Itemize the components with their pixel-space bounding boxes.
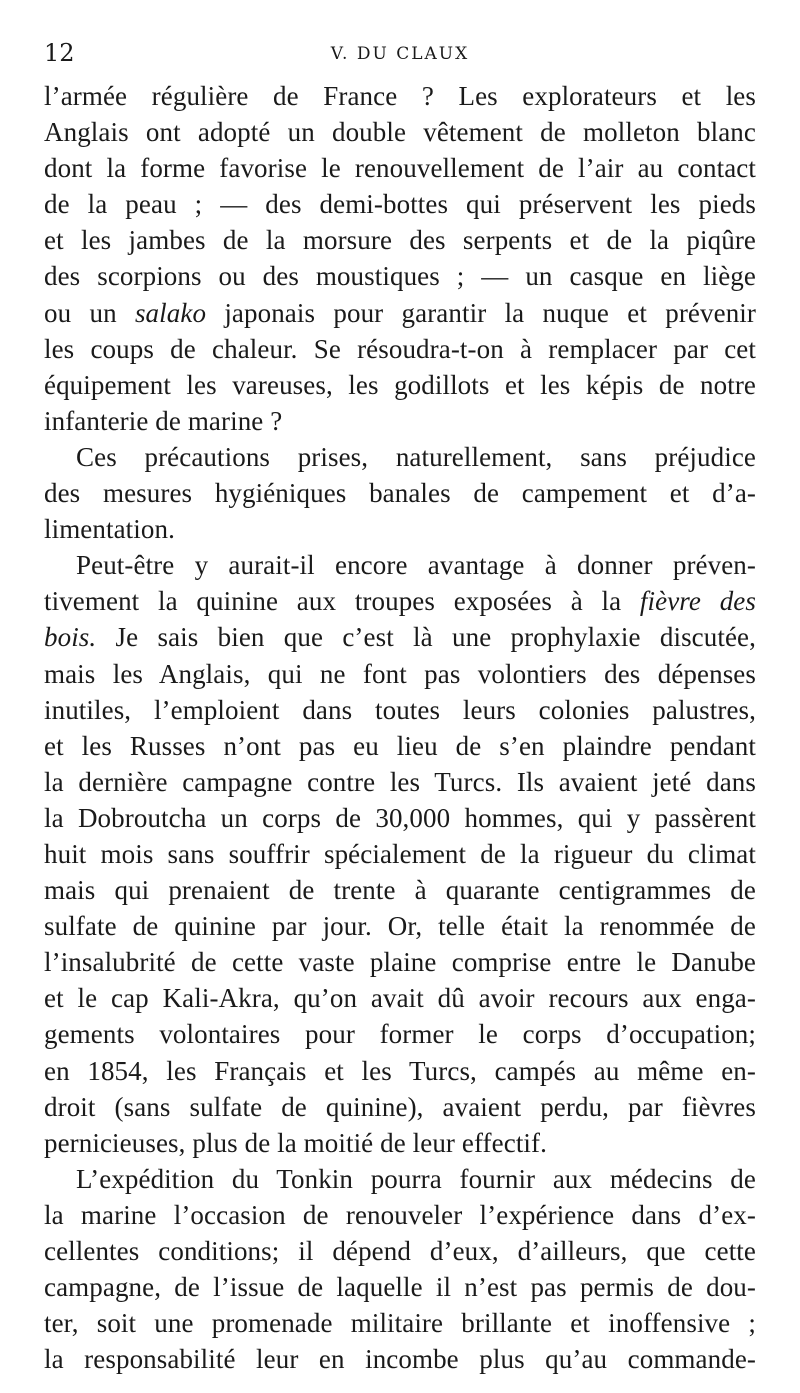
text-line: l’armée régulière de France ? Les explorateurs et les — [44, 81, 756, 111]
text-line: et le cap Kali-Akra, qu’on avait dû avoir recours aux enga- — [44, 983, 756, 1014]
body-text — [44, 78, 756, 1377]
text-line: droit (sans sulfate de quinine), avaient perdu, par fièvres — [44, 1091, 756, 1122]
text-line: mais qui prenaient de trente à quarante centigrammes de — [44, 875, 756, 906]
text-line: Ces précautions prises, naturellement, sans préjudice — [76, 441, 756, 472]
text-line: sulfate de quinine par jour. Or, telle était la renommée de — [44, 911, 756, 942]
text-line: huit mois sans souffrir spécialement de la rigueur du climat — [44, 838, 756, 869]
page-number: 12 — [44, 39, 75, 67]
running-head — [44, 38, 756, 78]
text-line: des scorpions ou des moustiques ; — un casque en liège — [44, 261, 756, 292]
text-line: limentation. — [44, 514, 175, 545]
text-line: la responsabilité leur en incombe plus qu’au commande- — [44, 1344, 756, 1375]
text-line: infanterie de marine ? — [44, 405, 283, 436]
text-line: campagne, de l’issue de laquelle il n’est pas permis de dou- — [44, 1272, 756, 1303]
text-line: cellentes conditions; il dépend d’eux, d’ailleurs, que cette — [44, 1236, 756, 1266]
text-line: de la peau ; — des demi-bottes qui préservent les pieds — [44, 189, 756, 220]
text-line: l’insalubrité de cette vaste plaine comprise entre le Danube — [44, 947, 756, 978]
text-line: gements volontaires pour former le corps d’occupation; — [44, 1019, 756, 1050]
text-line: et les Russes n’ont pas eu lieu de s’en plaindre pendant — [44, 730, 756, 761]
text-line: en 1854, les Français et les Turcs, campés au même en- — [44, 1055, 756, 1086]
text-line: mais les Anglais, qui ne font pas volontiers des dépenses — [44, 658, 756, 689]
text-line: pernicieuses, plus de la moitié de leur effectif. — [44, 1127, 547, 1158]
text-line: la Dobroutcha un corps de 30,000 hommes, qui y passèrent — [44, 802, 756, 833]
text-line: dont la forme favorise le renouvellement de l’air au contact — [44, 153, 756, 184]
text-line: ter, soit une promenade militaire brillante et inoffensive ; — [44, 1308, 756, 1339]
text-line: L’expédition du Tonkin pourra fournir aux médecins de — [76, 1163, 756, 1194]
text-line: Peut-être y aurait-il encore avantage à donner préven- — [76, 550, 756, 581]
text-line: les coups de chaleur. Se résoudra-t-on à remplacer par cet — [44, 333, 756, 364]
text-line: des mesures hygiéniques banales de campement et d’a- — [44, 478, 756, 509]
text-line: Anglais ont adopté un double vêtement de molleton blanc — [44, 117, 756, 148]
text-line: la dernière campagne contre les Turcs. Ils avaient jeté dans — [44, 766, 756, 797]
running-title: V. DU CLAUX — [330, 44, 470, 64]
text-line: bois. Je sais bien que c’est là une prophylaxie discutée, — [44, 622, 756, 653]
text-line: ou un salako japonais pour garantir la nuque et prévenir — [44, 297, 756, 328]
text-line: inutiles, l’emploient dans toutes leurs colonies palustres, — [44, 694, 756, 725]
text-line: la marine l’occasion de renouveler l’expérience dans d’ex- — [44, 1199, 756, 1230]
text-line: équipement les vareuses, les godillots et les képis de notre — [44, 369, 756, 400]
text-line: et les jambes de la morsure des serpents et de la piqûre — [44, 225, 756, 256]
text-line: tivement la quinine aux troupes exposées à la fièvre des — [44, 586, 756, 617]
